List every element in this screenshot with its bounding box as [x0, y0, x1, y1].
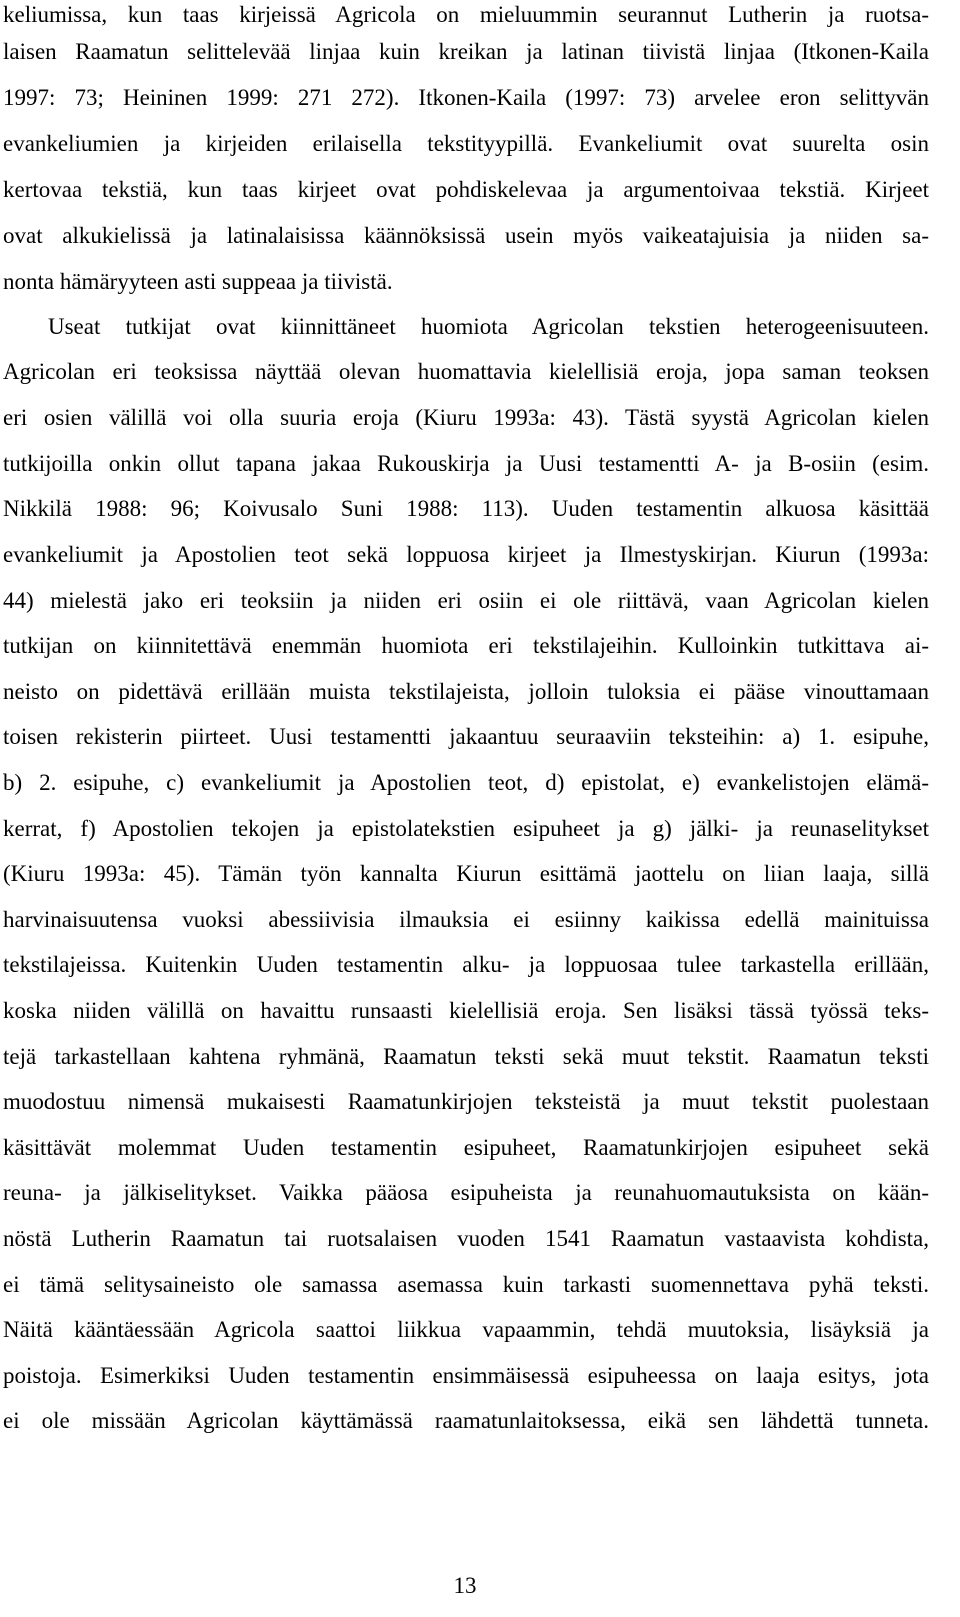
- text-line: käsittävät molemmat Uuden testamentin esipuheet, Raamatunkirjojen esipuheet sekä: [3, 1135, 929, 1160]
- text-line: 44) mielestä jako eri teoksiin ja niiden eri osiin ei ole riittävä, vaan Agricolan kielen: [3, 588, 929, 613]
- text-line: Agricolan eri teoksissa näyttää olevan huomattavia kielellisiä eroja, jopa saman teoksen: [3, 359, 929, 384]
- text-line: Useat tutkijat ovat kiinnittäneet huomiota Agricolan tekstien heterogeenisuuteen.: [48, 314, 929, 339]
- text-line: (Kiuru 1993a: 45). Tämän työn kannalta Kiurun esittämä jaottelu on liian laaja, sillä: [3, 861, 929, 886]
- text-line: ei tämä selitysaineisto ole samassa asemassa kuin tarkasti suomennettava pyhä teksti.: [3, 1272, 929, 1297]
- text-line: tejä tarkastellaan kahtena ryhmänä, Raamatun teksti sekä muut tekstit. Raamatun teksti: [3, 1044, 929, 1069]
- text-line: toisen rekisterin piirteet. Uusi testamentti jakaantuu seuraaviin teksteihin: a) 1. esipuhe,: [3, 724, 929, 749]
- text-line: 1997: 73; Heininen 1999: 271 272). Itkonen-Kaila (1997: 73) arvelee eron selittyvän: [3, 85, 929, 110]
- text-line: nöstä Lutherin Raamatun tai ruotsalaisen vuoden 1541 Raamatun vastaavista kohdista,: [3, 1226, 929, 1251]
- text-line: neisto on pidettävä erillään muista tekstilajeista, jolloin tuloksia ei pääse vinouttamaan: [3, 679, 929, 704]
- page-number: 13: [453, 1573, 477, 1598]
- text-line: tutkijan on kiinnitettävä enemmän huomiota eri tekstilajeihin. Kulloinkin tutkittava ai-: [3, 633, 929, 658]
- text-line: koska niiden välillä on havaittu runsaasti kielellisiä eroja. Sen lisäksi tässä työssä teks-: [3, 998, 929, 1023]
- text-line: evankeliumit ja Apostolien teot sekä loppuosa kirjeet ja Ilmestyskirjan. Kiurun (1993a:: [3, 542, 929, 567]
- text-line: muodostuu nimensä mukaisesti Raamatunkirjojen teksteistä ja muut tekstit puolestaan: [3, 1089, 929, 1114]
- text-line: reuna- ja jälkiselitykset. Vaikka pääosa esipuheista ja reunahuomautuksista on kään-: [3, 1180, 929, 1205]
- text-line: kertovaa tekstiä, kun taas kirjeet ovat pohdiskelevaa ja argumentoivaa tekstiä. Kirjeet: [3, 177, 929, 202]
- text-line: poistoja. Esimerkiksi Uuden testamentin ensimmäisessä esipuheessa on laaja esitys, jota: [3, 1363, 929, 1388]
- text-line: harvinaisuutensa vuoksi abessiivisia ilmauksia ei esiinny kaikissa edellä mainituissa: [3, 907, 929, 932]
- text-line: b) 2. esipuhe, c) evankeliumit ja Apostolien teot, d) epistolat, e) evankelistojen elämä-: [3, 770, 929, 795]
- text-line: tutkijoilla onkin ollut tapana jakaa Rukouskirja ja Uusi testamentti A- ja B-osiin (esim.: [3, 451, 929, 476]
- text-line: laisen Raamatun selittelevää linjaa kuin kreikan ja latinan tiivistä linjaa (Itkonen-Kaila: [3, 39, 929, 64]
- text-line: kerrat, f) Apostolien tekojen ja epistolatekstien esipuheet ja g) jälki- ja reunaselitykset: [3, 816, 929, 841]
- text-line: eri osien välillä voi olla suuria eroja (Kiuru 1993a: 43). Tästä syystä Agricolan kielen: [3, 405, 929, 430]
- text-line: tekstilajeissa. Kuitenkin Uuden testamentin alku- ja loppuosaa tulee tarkastella erillään,: [3, 952, 929, 977]
- text-line: nonta hämäryyteen asti suppeaa ja tiivistä.: [3, 269, 393, 294]
- text-line: evankeliumien ja kirjeiden erilaisella tekstityypillä. Evankeliumit ovat suurelta osin: [3, 131, 929, 156]
- text-line: Näitä kääntäessään Agricola saattoi liikkua vapaammin, tehdä muutoksia, lisäyksiä ja: [3, 1317, 929, 1342]
- text-line: ei ole missään Agricolan käyttämässä raamatunlaitoksessa, eikä sen lähdettä tunneta.: [3, 1408, 929, 1433]
- text-line: keliumissa, kun taas kirjeissä Agricola on mieluummin seurannut Lutherin ja ruotsa-: [3, 2, 929, 27]
- text-line: ovat alkukielissä ja latinalaisissa käännöksissä usein myös vaikeatajuisia ja niiden sa-: [3, 223, 929, 248]
- text-line: Nikkilä 1988: 96; Koivusalo Suni 1988: 113). Uuden testamentin alkuosa käsittää: [3, 496, 929, 521]
